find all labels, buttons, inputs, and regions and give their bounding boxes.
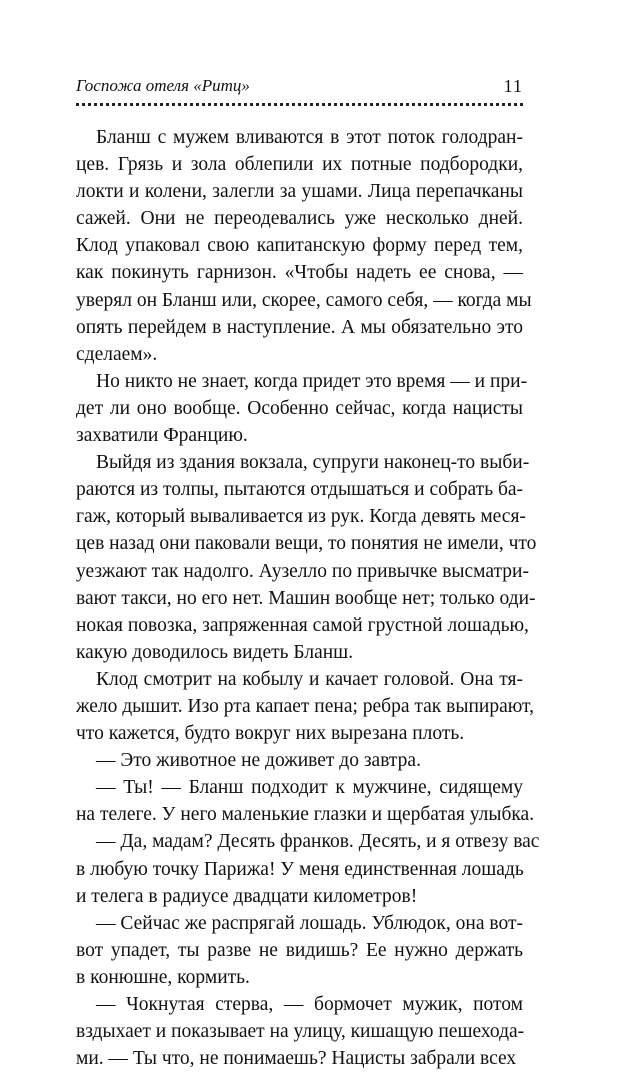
text-line: — Чокнутая стерва, — бормочет мужик, потом bbox=[96, 994, 523, 1015]
text-line: в любую точку Парижа! У меня единственная лошадь bbox=[76, 858, 524, 880]
text-line: дет ли оно вообще. Особенно сейчас, когда нацисты bbox=[76, 397, 523, 419]
body-text bbox=[76, 124, 540, 1072]
text-line: сделаем». bbox=[76, 343, 158, 365]
text-line: уезжают так надолго. Аузелло по привычке высматри- bbox=[76, 560, 529, 582]
paragraph bbox=[76, 828, 540, 909]
running-header bbox=[76, 76, 523, 100]
text-line: сажей. Они не переодевались уже несколько дней. bbox=[76, 208, 523, 230]
paragraph bbox=[76, 747, 523, 774]
text-line: локти и колени, залегли за ушами. Лица перепачканы bbox=[76, 181, 523, 203]
paragraph bbox=[76, 991, 523, 1072]
text-line: — Это животное не доживет до завтра. bbox=[96, 750, 421, 772]
text-line: и телега в радиусе двадцати километров! bbox=[76, 885, 418, 907]
text-line: цев. Грязь и зола облепили их потные подбородки, bbox=[76, 154, 523, 176]
text-line: раются из толпы, пытаются отдышаться и собрать ба- bbox=[76, 479, 524, 501]
header-dotted-rule bbox=[76, 103, 523, 106]
text-line: — Да, мадам? Десять франков. Десять, и я отвезу вас bbox=[96, 831, 540, 853]
text-line: Но никто не знает, когда придет это время — и при- bbox=[96, 370, 528, 392]
text-line: гаж, который вываливается из рук. Когда девять меся- bbox=[76, 506, 526, 528]
text-line: захватили Францию. bbox=[76, 425, 248, 447]
paragraph bbox=[76, 774, 535, 828]
text-line: на телеге. У него маленькие глазки и щербатая улыбка. bbox=[76, 804, 535, 826]
text-line: Выйдя из здания вокзала, супруги наконец-то выби- bbox=[96, 452, 530, 474]
text-line: — Ты! — Бланш подходит к мужчине, сидящему bbox=[96, 777, 523, 799]
text-line: уверял он Бланш или, скорее, самого себя, — когда мы bbox=[76, 289, 532, 311]
paragraph bbox=[76, 124, 532, 368]
text-line: опять перейдем в наступление. А мы обязательно это bbox=[76, 316, 523, 338]
paragraph bbox=[76, 666, 534, 747]
text-line: в конюшне, кормить. bbox=[76, 966, 250, 988]
text-line: как покинуть гарнизон. «Чтобы надеть ее снова, — bbox=[76, 262, 523, 284]
paragraph bbox=[76, 449, 537, 666]
page-number: 11 bbox=[503, 76, 523, 96]
text-line: вздыхает и показывает на улицу, кишащую пешехода- bbox=[76, 1021, 525, 1043]
text-line: какую доводилось видеть Бланш. bbox=[76, 641, 354, 663]
text-line: жело дышит. Изо рта капает пена; ребра так выпирают, bbox=[76, 695, 534, 717]
text-line: Бланш с мужем вливаются в этот поток голодран- bbox=[96, 127, 523, 148]
text-line: вают такси, но его нет. Машин вообще нет; только оди- bbox=[76, 587, 536, 609]
text-line: Клод упаковал свою капитанскую форму перед тем, bbox=[76, 235, 523, 257]
text-line: нокая повозка, запряженная самой грустной лошадью, bbox=[76, 614, 529, 636]
text-line: цев назад они паковали вещи, то понятия не имели, что bbox=[76, 533, 537, 555]
paragraph bbox=[76, 910, 523, 991]
text-line: — Сейчас же распрягай лошадь. Ублюдок, она вот- bbox=[96, 912, 523, 934]
text-line: ми. — Ты что, не понимаешь? Нацисты забрали всех bbox=[76, 1048, 517, 1070]
text-line: вот упадет, ты разве не видишь? Ее нужно держать bbox=[76, 939, 523, 961]
paragraph bbox=[76, 368, 528, 449]
text-line: что кажется, будто вокруг них вырезана плоть. bbox=[76, 723, 465, 745]
running-title: Госпожа отеля «Ритц» bbox=[76, 76, 250, 95]
text-line: Клод смотрит на кобылу и качает головой. Она тя- bbox=[96, 668, 523, 690]
